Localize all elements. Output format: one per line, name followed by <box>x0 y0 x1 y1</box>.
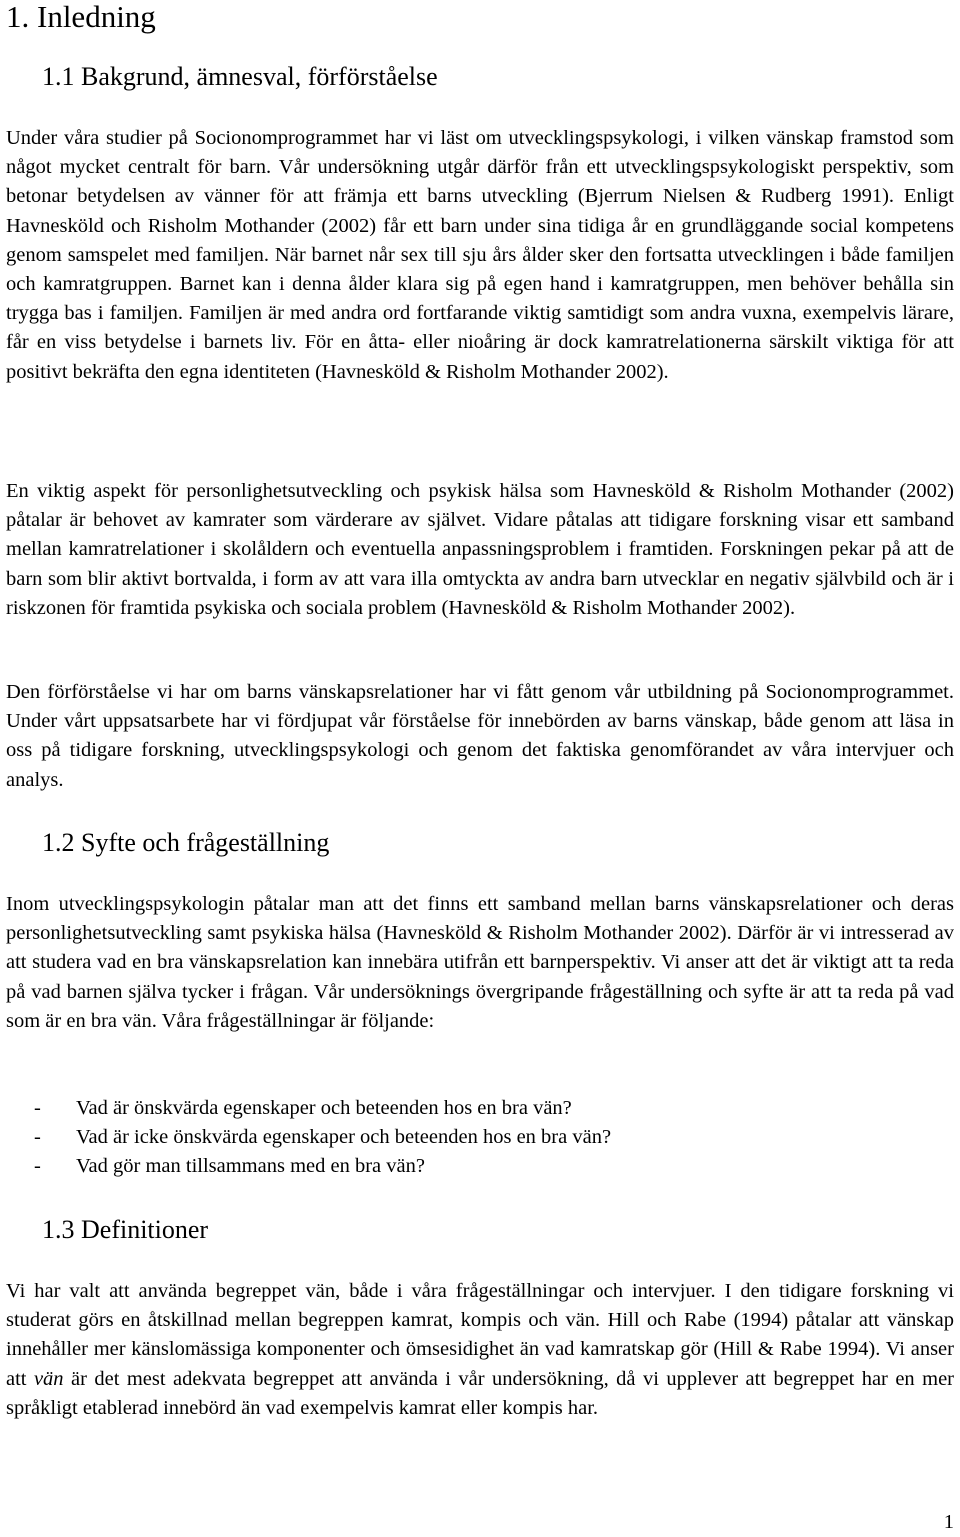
paragraph-definitions-part-a: Vi har valt att använda begreppet vän, både i våra frågeställningar och intervjuer. I den tidigare forskning vi studerat görs en åtskillnad mellan begreppen kamrat, kompis och vän. Hill och Rabe (1994) påtalar att vänskap innehåller mer känslomässiga komponenter och ömsesidighet än vad kamratskap gör (Hill & Rabe 1994). Vi anser att <box>6 1280 954 1390</box>
list-item <box>6 1152 906 1181</box>
list-bullet: - <box>34 1097 41 1119</box>
research-questions-list <box>6 1094 906 1181</box>
question-text: Vad är önskvärda egenskaper och beteenden hos en bra vän? <box>76 1097 572 1119</box>
paragraph-purpose: Inom utvecklingspsykologin påtalar man att det finns ett samband mellan barns vänskapsrelationer och deras personlighetsutveckling samt psykiska hälsa (Havnesköld & Risholm Mothander 2002). Därför är vi intresserad av att studera vad en bra vänskapsrelation kan innebära utifrån ett barnperspektiv. Vi anser att det är viktigt att ta reda på vad barnen själva tycker i frågan. Vår undersöknings övergripande frågeställning och syfte är att ta reda på vad som är en bra vän. Våra frågeställningar är följande: <box>6 893 954 1032</box>
section-heading-1-1: 1.1 Bakgrund, ämnesval, förförståelse <box>42 62 438 91</box>
emphasized-term: vän <box>33 1367 64 1390</box>
chapter-heading: 1. Inledning <box>6 0 156 34</box>
list-bullet: - <box>34 1155 41 1177</box>
paragraph-definitions <box>6 1277 954 1423</box>
section-heading-1-2: 1.2 Syfte och frågeställning <box>42 828 330 857</box>
section-heading-1-3: 1.3 Definitioner <box>42 1215 209 1244</box>
page-number: 1 <box>943 1511 954 1533</box>
paragraph-background-3: Den förförståelse vi har om barns vänskapsrelationer har vi fått genom vår utbildning på Socionomprogrammet. Under vårt uppsatsarbete har vi fördjupat vår förståelse för innebörden av barns vänskap, både genom att läsa in oss på tidigare forskning, utvecklingspsykologi och genom det faktiska genomförandet av våra intervjuer och analys. <box>6 681 954 791</box>
paragraph-background-1-part-b: Enligt Havnesköld och Risholm Mothander (2002) får ett barn under sina tidiga år en grundläggande social kompetens genom samspelet med familjen. När barnet når sex till sju års ålder sker den fortsatta utvecklingen i både familjen och kamratgruppen. Barnet kan i denna ålder klara sig på egen hand i kamratgruppen, men behöver behålla sin trygga bas i familjen. Familjen är med andra ord fortfarande viktig samtidigt som andra vuxna, exempelvis lärare, får en viss betydelse i barnets liv. För en åtta- eller nioåring är dock kamratrelationerna särskilt viktiga för att positivt bekräfta den egna identiteten (Havnesköld & Risholm Mothander 2002). <box>6 185 954 383</box>
list-item <box>6 1094 906 1123</box>
list-bullet: - <box>34 1126 41 1148</box>
paragraph-definitions-part-b: är det mest adekvata begreppet att använda i vår undersökning, då vi upplever att begreppet har en mer språkligt etablerad innebörd än vad exempelvis kamrat eller kompis har. <box>6 1367 954 1419</box>
list-item <box>6 1123 906 1152</box>
paragraph-background-2: En viktig aspekt för personlighetsutveckling och psykisk hälsa som Havnesköld & Risholm Mothander (2002) påtalar är behovet av kamrater som värderare av självet. Vidare påtalas att tidigare forskning visar ett samband mellan kamratrelationer i skolåldern och eventuella anpassningsproblem i framtiden. Forskningen pekar på att de barn som blir aktivt bortvalda, i form av att vara illa omtyckta av andra barn utvecklar en negativ självbild och är i riskzonen för framtida psykiska och sociala problem (Havnesköld & Risholm Mothander 2002). <box>6 480 954 619</box>
paragraph-background-1-part-a: Under våra studier på Socionomprogrammet har vi läst om utvecklingspsykologi, i vilken vänskap framstod som något mycket centralt för barn. Vår undersökning utgår därför från ett utvecklingspsykologiskt perspektiv, som betonar betydelsen av vänner för att främja ett barns utveckling (Bjerrum Nielsen & Rudberg 1991). <box>6 127 954 208</box>
paragraph-background-1 <box>6 124 954 387</box>
question-text: Vad gör man tillsammans med en bra vän? <box>76 1155 425 1177</box>
question-text: Vad är icke önskvärda egenskaper och beteenden hos en bra vän? <box>76 1126 612 1148</box>
